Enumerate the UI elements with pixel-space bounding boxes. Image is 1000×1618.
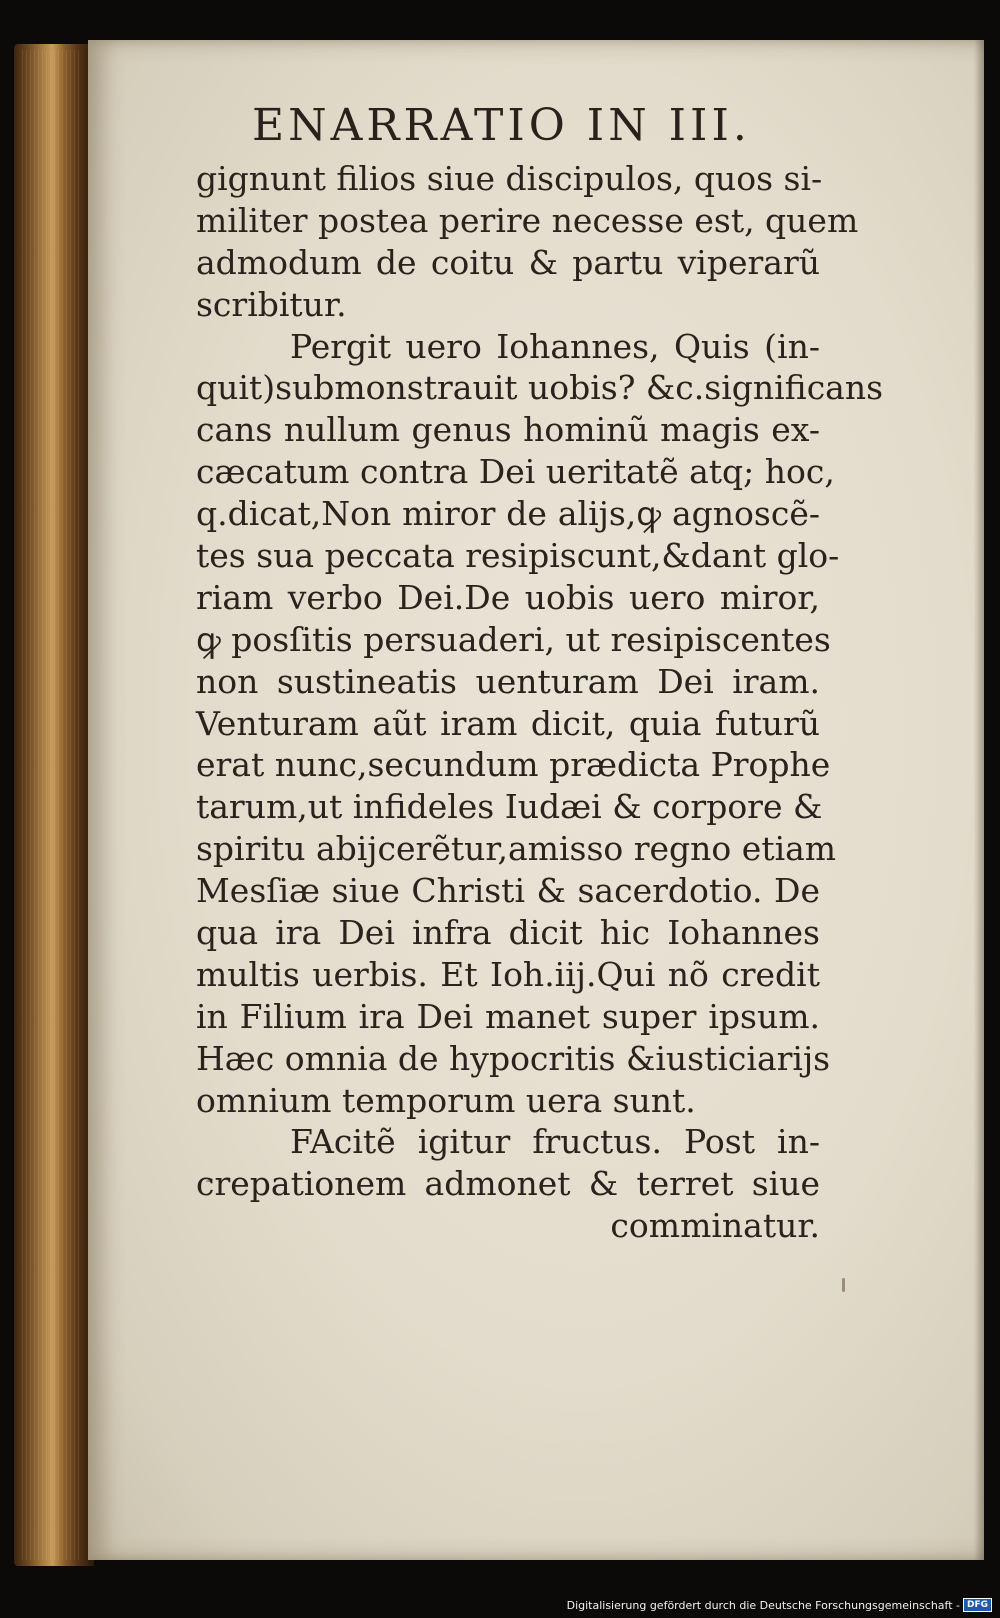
text-line: ꝙ posſitis persuaderi, ut resipiscentes <box>196 619 831 659</box>
text-line: q.dicat,Non miror de alijs,ꝙ agnoscẽ- <box>196 494 820 534</box>
text-line: riam verbo Dei.De uobis uero miror, <box>196 577 820 617</box>
text-line: qua ira Dei infra dicit hic Iohannes <box>196 913 820 953</box>
text-line: tarum,ut infideles Iudæi & corpore & <box>196 787 823 827</box>
text-line: FAcitẽ igitur fructus. Post in- <box>290 1122 820 1162</box>
text-line: Mesſiæ siue Christi & sacerdotio. De <box>196 871 820 911</box>
running-head: ENARRATIO IN III. <box>252 100 751 151</box>
text-line: omnium temporum uera sunt. <box>196 1080 696 1120</box>
dfg-logo: DFG <box>963 1598 992 1612</box>
text-line: erat nunc,secundum prædicta Prophe <box>196 745 831 785</box>
text-line: Venturam aũt iram dicit, quia futurũ <box>196 703 820 743</box>
text-line: comminatur. <box>610 1206 820 1246</box>
text-line: tes sua peccata resipiscunt,&dant glo- <box>196 536 840 576</box>
text-line: cans nullum genus hominũ magis ex- <box>196 410 820 450</box>
text-line: Pergit uero Iohannes, Quis (in- <box>290 326 820 366</box>
main-text <box>196 158 884 1247</box>
text-line: cæcatum contra Dei ueritatẽ atq; hoc, <box>196 452 835 492</box>
text-line: admodum de coitu & partu viperarũ <box>196 242 820 282</box>
book-page-edges <box>22 50 82 1560</box>
text-line: gignunt filios siue discipulos, quos si- <box>196 159 823 198</box>
digitization-credit <box>567 1598 992 1612</box>
text-line: spiritu abijcerẽtur,amisso regno etiam <box>196 829 837 869</box>
text-line: militer postea perire necesse est, quem <box>196 200 859 240</box>
text-line: multis uerbis. Et Ioh.iij.Qui nõ credit <box>196 954 820 994</box>
text-line: Hæc omnia de hypocritis &iusticiarijs <box>196 1038 831 1078</box>
text-line: in Filium ira Dei manet super ipsum. <box>196 996 820 1036</box>
text-line: crepationem admonet & terret siue <box>196 1164 820 1204</box>
text-line: scribitur. <box>196 284 347 324</box>
credit-text: Digitalisierung gefördert durch die Deutsche Forschungsgemeinschaft - <box>566 1598 960 1612</box>
paper-speck <box>842 1278 845 1292</box>
text-line: non sustineatis uenturam Dei iram. <box>196 661 820 701</box>
text-line: quit)submonstrauit uobis? &c.significans <box>196 368 884 408</box>
